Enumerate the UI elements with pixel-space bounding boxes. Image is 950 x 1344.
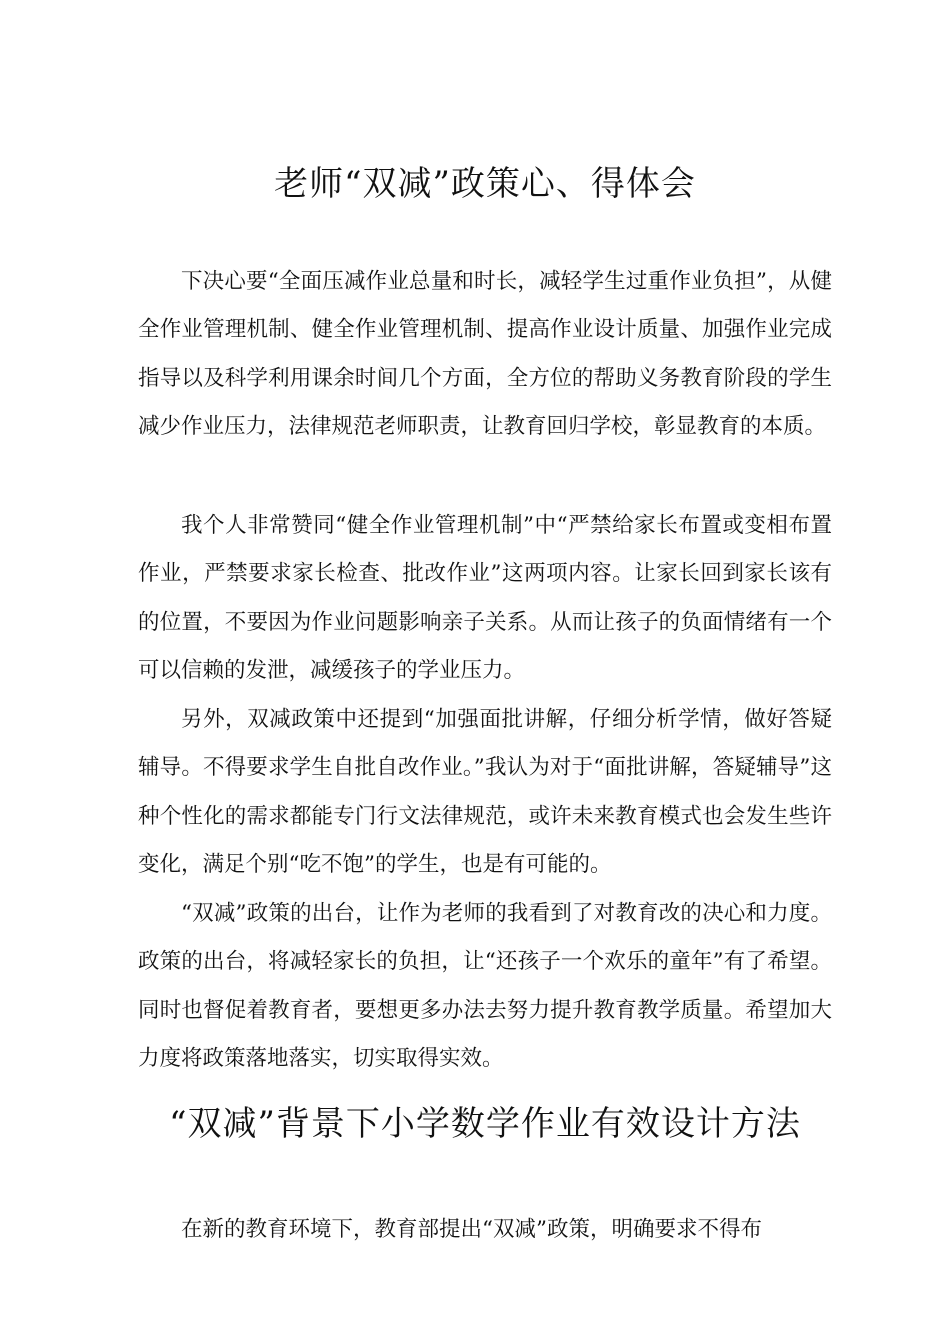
paragraph: 在新的教育环境下，教育部提出“双减”政策，明确要求不得布 — [181, 1217, 762, 1242]
paragraph: 另外，双减政策中还提到“加强面批讲解，仔细分析学情，做好答疑辅导。不得要求学生自批自改作业。”我认为对于“面批讲解，答疑辅导”这种个性化的需求都能专门行文法律规范，或许未来教育模式也会发生些许变化，满足个别“吃不饱”的学生，也是有可能的。 — [138, 707, 832, 878]
paragraph: 下决心要“全面压减作业总量和时长，减轻学生过重作业负担”，从健全作业管理机制、健全作业管理机制、提高作业设计质量、加强作业完成指导以及科学利用课余时间几个方面，全方位的帮助义务教育阶段的学生减少作业压力，法律规范老师职责，让教育回归学校，彰显教育的本质。 — [138, 269, 832, 440]
paragraph: 我个人非常赞同“健全作业管理机制”中“严禁给家长布置或变相布置作业，严禁要求家长检查、批改作业”这两项内容。让家长回到家长该有的位置，不要因为作业问题影响亲子关系。从而让孩子的负面情绪有一个可以信赖的发泄，减缓孩子的学业压力。 — [138, 513, 832, 684]
section-title: 老师“双减”政策心、得体会 — [274, 164, 696, 204]
paragraph: “双减”政策的出台，让作为老师的我看到了对教育改的决心和力度。政策的出台，将减轻家长的负担，让“还孩子一个欢乐的童年”有了希望。同时也督促着教育者，要想更多办法去努力提升教育教学质量。希望加大力度将政策落地落实，切实取得实效。 — [138, 901, 832, 1072]
section-title: “双减”背景下小学数学作业有效设计方法 — [169, 1104, 801, 1144]
